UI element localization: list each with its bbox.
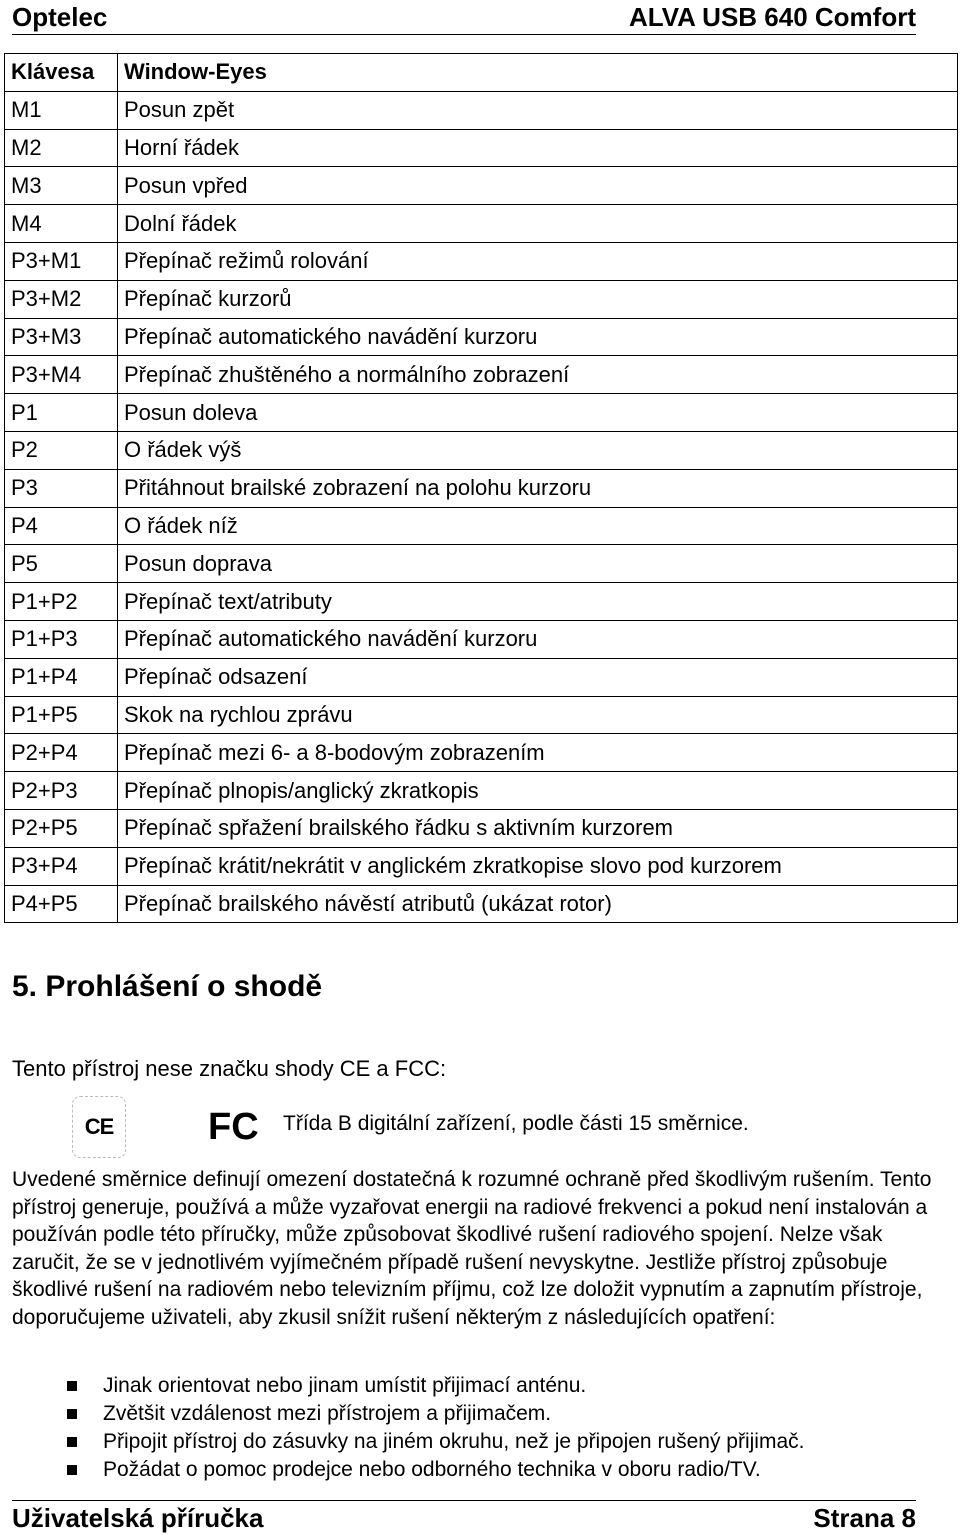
footer-manual-title: Uživatelská příručka [12, 1502, 264, 1533]
action-cell: O řádek výš [118, 431, 958, 469]
action-cell: Přepínač zhuštěného a normálního zobrazení [118, 356, 958, 394]
key-cell: M2 [5, 129, 118, 167]
action-cell: Přepínač automatického navádění kurzoru [118, 318, 958, 356]
table-row [5, 507, 958, 545]
directive-paragraph: Uvedené směrnice definují omezení dostatečná k rozumné ochraně před škodlivým rušením. Tento přístroj generuje, používá a může vyzařovat energii na radiové frekvenci a pokud není instalován a používán podle této příručky, může způsobovat škodlivé rušení radiového spojení. Nelze však zaručit, že se v jednotlivém vyjímečném případě rušení nevyskytne. Jestliže přístroj způsobuje škodlivé rušení na radiovém nebo televizním příjmu, což lze doložit vypnutím a zapnutím přístroje, doporučujeme uživateli, aby zkusil snížit rušení některým z následujících opatření: [12, 1168, 932, 1329]
key-cell: M1 [5, 91, 118, 129]
key-cell: P2+P3 [5, 772, 118, 810]
key-cell: P1+P3 [5, 620, 118, 658]
key-cell: P2 [5, 431, 118, 469]
header-brand: Optelec [12, 1, 108, 32]
action-cell: Posun zpět [118, 91, 958, 129]
action-cell: Přepínač odsazení [118, 658, 958, 696]
header-product: ALVA USB 640 Comfort [629, 1, 916, 32]
table-row [5, 205, 958, 243]
action-cell: Přepínač režimů rolování [118, 242, 958, 280]
list-item-text: Jinak orientovat nebo jinam umístit přijimací anténu. [103, 1374, 587, 1397]
table-row [5, 658, 958, 696]
column-header-key: Klávesa [5, 54, 118, 92]
list-item-text: Požádat o pomoc prodejce nebo odborného technika v oboru radio/TV. [103, 1458, 761, 1481]
list-item [12, 1372, 942, 1400]
action-cell: Posun doprava [118, 545, 958, 583]
key-cell: P3+M2 [5, 280, 118, 318]
conformity-intro: Tento přístroj nese značku shody CE a FCC: [12, 1056, 447, 1081]
table-row [5, 394, 958, 432]
page-header [12, 0, 916, 35]
action-cell: Dolní řádek [118, 205, 958, 243]
action-cell: Skok na rychlou zprávu [118, 696, 958, 734]
bullet-square-icon [67, 1437, 77, 1447]
action-cell: Posun vpřed [118, 167, 958, 205]
footer-page-number: Strana 8 [813, 1502, 916, 1533]
key-cell: P1+P4 [5, 658, 118, 696]
action-cell: Přepínač text/atributy [118, 583, 958, 621]
key-cell: P4+P5 [5, 885, 118, 923]
action-cell: Přitáhnout brailské zobrazení na polohu kurzoru [118, 469, 958, 507]
key-cell: M3 [5, 167, 118, 205]
key-cell: P1 [5, 394, 118, 432]
list-item [12, 1400, 942, 1428]
table-header-row [5, 54, 958, 92]
table-row [5, 583, 958, 621]
key-cell: P1+P5 [5, 696, 118, 734]
action-cell: Přepínač spřažení brailského řádku s aktivním kurzorem [118, 809, 958, 847]
fcc-class-text: Třída B digitální zařízení, podle části 15 směrnice. [283, 1112, 749, 1135]
list-item-text: Připojit přístroj do zásuvky na jiném okruhu, než je připojen rušený přijimač. [103, 1430, 805, 1453]
table-row [5, 167, 958, 205]
fcc-logo [208, 1106, 266, 1146]
bullet-square-icon [67, 1381, 77, 1391]
table-row [5, 431, 958, 469]
table-row [5, 280, 958, 318]
ce-logo [72, 1096, 126, 1158]
bullet-square-icon [67, 1465, 77, 1475]
key-cell: P5 [5, 545, 118, 583]
key-cell: P2+P4 [5, 734, 118, 772]
list-item [12, 1428, 942, 1456]
key-cell: P3+M3 [5, 318, 118, 356]
section-title: 5. Prohlášení o shodě [12, 970, 323, 1003]
key-cell: P3+M1 [5, 242, 118, 280]
table-row [5, 469, 958, 507]
key-cell: M4 [5, 205, 118, 243]
action-cell: Přepínač automatického navádění kurzoru [118, 620, 958, 658]
key-cell: P1+P2 [5, 583, 118, 621]
table-row [5, 696, 958, 734]
table-row [5, 809, 958, 847]
fcc-logo-text: FC [208, 1106, 259, 1146]
page-footer [12, 1500, 916, 1535]
list-item-text: Zvětšit vzdálenost mezi přístrojem a přijimačem. [103, 1402, 552, 1425]
table-row [5, 318, 958, 356]
ce-logo-text: CE [84, 1114, 114, 1139]
action-cell: Přepínač brailského návěstí atributů (ukázat rotor) [118, 885, 958, 923]
table-row [5, 885, 958, 923]
action-cell: Přepínač mezi 6- a 8-bodovým zobrazením [118, 734, 958, 772]
key-cell: P2+P5 [5, 809, 118, 847]
table-row [5, 545, 958, 583]
key-cell: P3 [5, 469, 118, 507]
key-commands-table [4, 53, 958, 923]
table-row [5, 734, 958, 772]
measures-list [12, 1372, 942, 1484]
list-item [12, 1456, 942, 1484]
table-body [5, 91, 958, 923]
table-row [5, 242, 958, 280]
key-cell: P3+M4 [5, 356, 118, 394]
key-cell: P3+P4 [5, 847, 118, 885]
table-row [5, 620, 958, 658]
action-cell: Přepínač kurzorů [118, 280, 958, 318]
action-cell: Posun doleva [118, 394, 958, 432]
table-row [5, 91, 958, 129]
table-row [5, 847, 958, 885]
action-cell: Horní řádek [118, 129, 958, 167]
bullet-square-icon [67, 1409, 77, 1419]
table-row [5, 356, 958, 394]
table-row [5, 129, 958, 167]
action-cell: Přepínač plnopis/anglický zkratkopis [118, 772, 958, 810]
action-cell: Přepínač krátit/nekrátit v anglickém zkratkopise slovo pod kurzorem [118, 847, 958, 885]
column-header-window-eyes: Window-Eyes [118, 54, 958, 92]
key-cell: P4 [5, 507, 118, 545]
action-cell: O řádek níž [118, 507, 958, 545]
table-row [5, 772, 958, 810]
